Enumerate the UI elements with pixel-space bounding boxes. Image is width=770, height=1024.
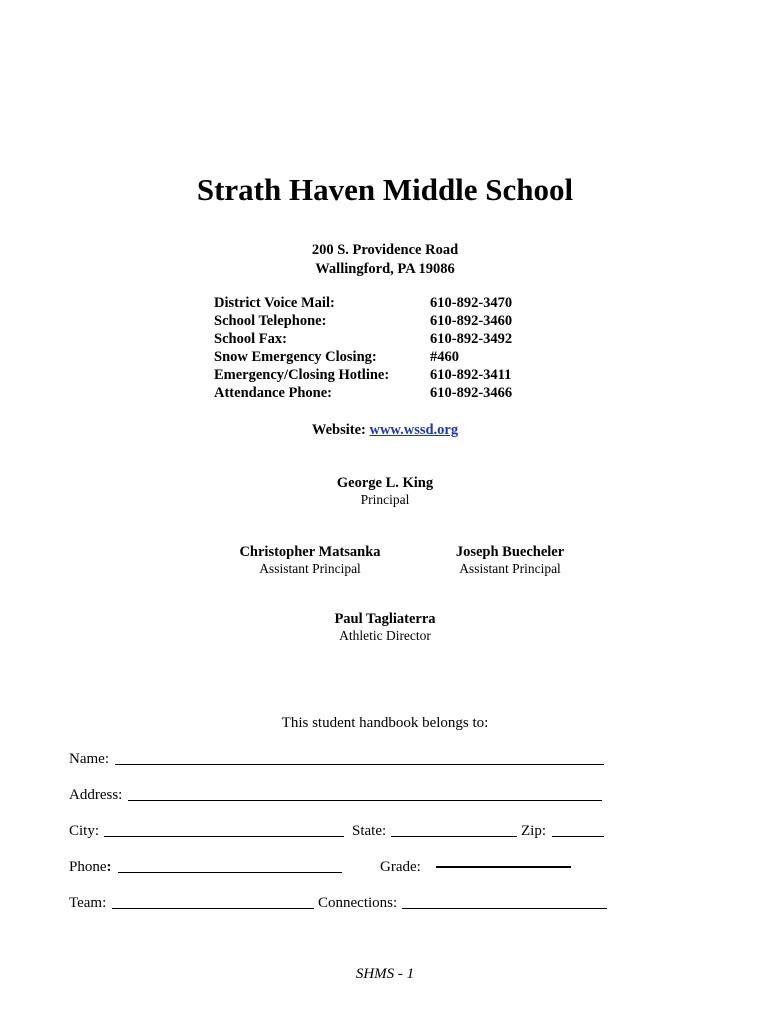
website-link[interactable]: www.wssd.org: [369, 422, 459, 438]
website-label: Website:: [311, 422, 366, 438]
state-label: State:: [352, 823, 387, 839]
contact-label-district-voice-mail: District Voice Mail:: [214, 295, 335, 311]
contact-value-school-fax: 610-892-3492: [430, 331, 513, 347]
assistant-principal-1-name: Christopher Matsanka: [239, 544, 381, 560]
zip-line[interactable]: [552, 836, 604, 837]
address-label: Address:: [69, 787, 123, 803]
assistant-principal-1-role: Assistant Principal: [259, 561, 361, 576]
contact-value-district-voice-mail: 610-892-3470: [430, 295, 513, 311]
contact-value-closing-hotline: 610-892-3411: [430, 367, 512, 383]
principal-name: George L. King: [336, 475, 434, 491]
contact-label-snow-emergency: Snow Emergency Closing:: [214, 349, 377, 365]
contact-label-closing-hotline: Emergency/Closing Hotline:: [214, 367, 390, 383]
page-title: Strath Haven Middle School: [196, 172, 574, 207]
team-line[interactable]: [112, 908, 314, 909]
grade-label: Grade:: [380, 859, 421, 875]
assistant-principal-2-name: Joseph Buecheler: [455, 544, 565, 560]
website-line: [0, 420, 770, 440]
grade-line[interactable]: [436, 866, 571, 868]
principal-role: Principal: [360, 492, 410, 507]
phone-label: [69, 857, 112, 877]
connections-label: Connections:: [318, 895, 398, 911]
athletic-director-name: Paul Tagliaterra: [334, 611, 436, 627]
state-line[interactable]: [391, 836, 517, 837]
phone-line[interactable]: [118, 872, 342, 873]
address-line-2: Wallingford, PA 19086: [315, 261, 455, 277]
contact-value-snow-emergency: #460: [430, 349, 459, 365]
team-label: Team:: [69, 895, 107, 911]
connections-line[interactable]: [402, 908, 607, 909]
name-line[interactable]: [115, 764, 604, 765]
assistant-principal-2-role: Assistant Principal: [459, 561, 561, 576]
contact-label-school-telephone: School Telephone:: [214, 313, 327, 329]
address-line[interactable]: [128, 800, 602, 801]
address-line-1: 200 S. Providence Road: [311, 242, 459, 258]
contact-label-attendance-phone: Attendance Phone:: [214, 385, 333, 401]
page-number: SHMS - 1: [355, 966, 415, 982]
phone-label-colon: :: [106, 859, 112, 875]
name-label: Name:: [69, 751, 109, 767]
city-line[interactable]: [104, 836, 344, 837]
contact-label-school-fax: School Fax:: [214, 331, 287, 347]
phone-label-text: Phone: [69, 859, 107, 875]
contact-value-school-telephone: 610-892-3460: [430, 313, 513, 329]
handbook-owner-intro: This student handbook belongs to:: [281, 715, 489, 731]
zip-label: Zip:: [521, 823, 546, 839]
contact-value-attendance-phone: 610-892-3466: [430, 385, 513, 401]
city-label: City:: [69, 823, 100, 839]
athletic-director-role: Athletic Director: [339, 628, 431, 643]
